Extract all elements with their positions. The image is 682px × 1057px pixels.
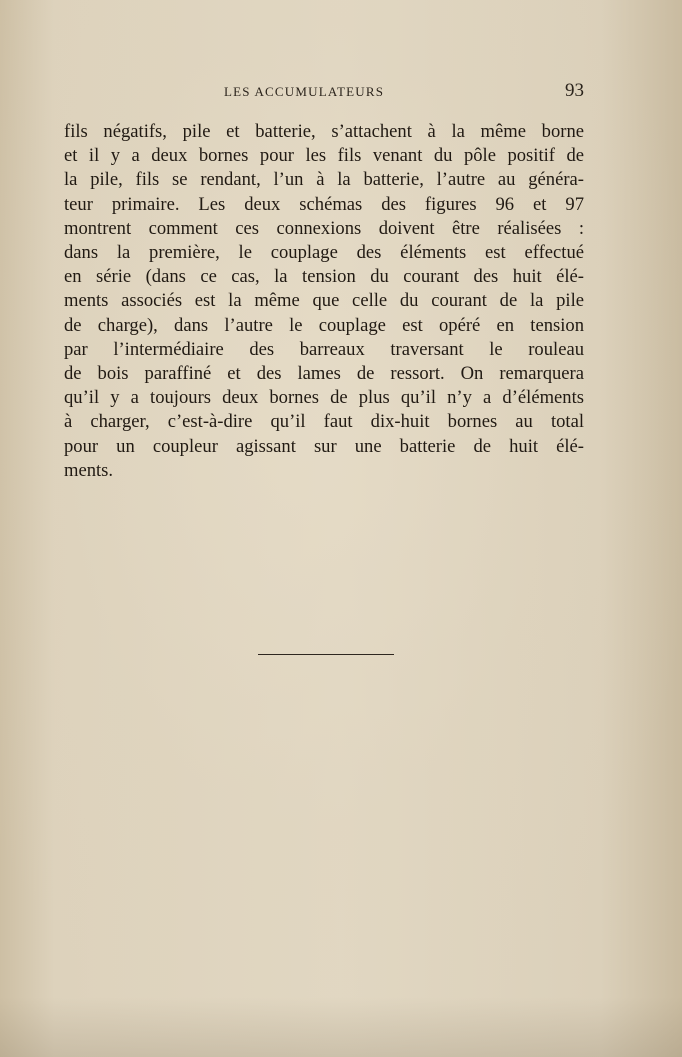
text-line: dans la première, le couplage des éléments est effectué bbox=[64, 242, 584, 264]
text-line: qu’il y a toujours deux bornes de plus qu’il n’y a d’éléments bbox=[64, 387, 584, 409]
text-line: ments. bbox=[64, 459, 114, 481]
text-line: la pile, fils se rendant, l’un à la batterie, l’autre au généra- bbox=[64, 169, 584, 191]
section-end-rule bbox=[258, 654, 394, 655]
text-line: teur primaire. Les deux schémas des figures 96 et 97 bbox=[64, 193, 584, 215]
running-head bbox=[64, 80, 584, 104]
text-line: pour un coupleur agissant sur une batterie de huit élé- bbox=[64, 435, 584, 457]
text-line: à charger, c’est-à-dire qu’il faut dix-huit bornes au total bbox=[64, 411, 584, 433]
text-line: par l’intermédiaire des barreaux traversant le rouleau bbox=[64, 338, 584, 360]
text-line: montrent comment ces connexions doivent être réalisées : bbox=[64, 217, 584, 239]
text-line: et il y a deux bornes pour les fils venant du pôle positif de bbox=[64, 145, 584, 167]
text-line: de bois paraffiné et des lames de ressort. On remarquera bbox=[64, 363, 584, 385]
running-title: LES ACCUMULATEURS bbox=[224, 84, 385, 99]
text-line: ments associés est la même que celle du courant de la pile bbox=[64, 290, 584, 312]
page-number: 93 bbox=[565, 80, 584, 101]
body-paragraph bbox=[64, 120, 584, 483]
text-line: en série (dans ce cas, la tension du courant des huit élé- bbox=[64, 266, 584, 288]
text-line: de charge), dans l’autre le couplage est opéré en tension bbox=[64, 314, 584, 336]
text-line: fils négatifs, pile et batterie, s’attachent à la même borne bbox=[64, 121, 584, 142]
